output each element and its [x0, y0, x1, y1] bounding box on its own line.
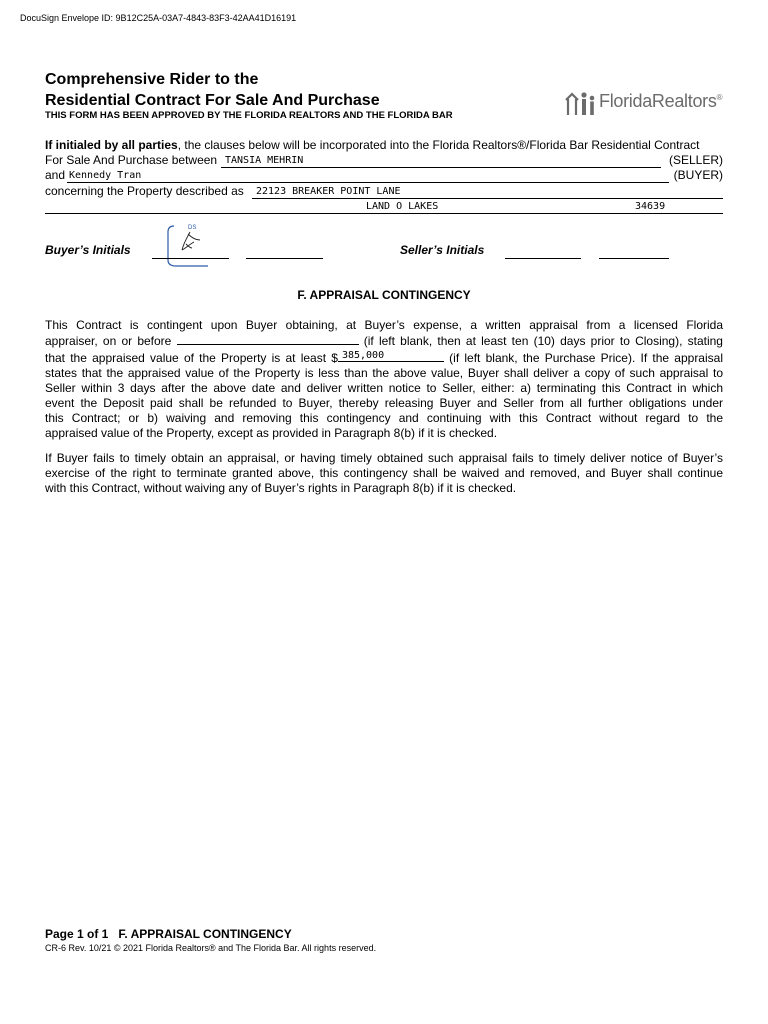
ds-tag: DS	[188, 225, 197, 231]
seller-initials-line-2[interactable]	[599, 257, 669, 259]
intro-line-1: If initialed by all parties, the clauses below will be incorporated into the Florida Realtors®/Florida Bar Residential Contract	[45, 138, 700, 152]
seller-label: (SELLER)	[668, 153, 723, 167]
docusign-envelope-id: DocuSign Envelope ID: 9B12C25A-03A7-4843-83F3-42AA41D16191	[20, 13, 297, 23]
seller-initials-line-1[interactable]	[505, 257, 581, 259]
buyer-initials-label: Buyer’s Initials	[45, 243, 131, 257]
appraisal-date-field[interactable]	[177, 333, 359, 345]
property-address-field[interactable]: 22123 BREAKER POINT LANE	[252, 184, 723, 199]
florida-realtors-logo	[563, 88, 733, 118]
logo-wordmark: FloridaRealtors®	[599, 91, 723, 111]
appraisal-value-field[interactable]: 385,000	[338, 349, 444, 362]
realtors-people-icon	[563, 88, 597, 118]
seller-name-field[interactable]: TANSIA MEHRIN	[221, 153, 661, 168]
buyer-name-field[interactable]: Kennedy Tran	[67, 168, 669, 183]
buyer-row: and Kennedy Tran (BUYER)	[45, 168, 723, 182]
appraisal-date-line: appraiser, on or before (if left blank, then at least ten (10) days prior to Closing), stating	[45, 334, 723, 348]
seller-row: For Sale And Purchase between TANSIA MEHRIN (SELLER)	[45, 153, 723, 167]
appraisal-value-line: that the appraised value of the Property is at least $ 385,000 (if left blank, the Purchase Price). If the appraisal	[45, 350, 723, 365]
footer-copyright: CR-6 Rev. 10/21 © 2021 Florida Realtors® and The Florida Bar. All rights reserved.	[45, 943, 377, 953]
buyer-initials-line-1[interactable]	[152, 257, 229, 259]
section-heading: F. APPRAISAL CONTINGENCY	[297, 288, 471, 302]
footer-page-info: Page 1 of 1 F. APPRAISAL CONTINGENCY	[45, 927, 292, 941]
buyer-label: (BUYER)	[673, 168, 723, 182]
buyer-initials-line-2[interactable]	[246, 257, 323, 259]
property-city-field[interactable]: LAND O LAKES 34639	[45, 199, 723, 214]
appraisal-paragraph-1: This Contract is contingent upon Buyer obtaining, at Buyer’s expense, a written appraisal from a licensed Florida appraiser, on or before (if left blank, then at least ten (10) days prior to Closing), stating that the appraised value of the Property is at least $ 385,000 (if left blank, the Purchase Price). If the appraisal states that the appraised value of the Property is less than the above value, Buyer shall deliver a copy of such appraisal to Seller within 3 days after the above date and deliver written notice to Seller, either: a) terminating this Contract in which event the Deposit paid shall be refunded to Buyer, thereby releasing Buyer and Seller from all further obligations under this Contract; or b) waiving and removing this contingency and continuing with this Contract without regard to the appraised value of the Property, except as provided in Paragraph 8(b) if it is checked.	[45, 318, 723, 440]
buyer-initials-signature[interactable]	[152, 222, 232, 270]
appraisal-paragraph-2: If Buyer fails to timely obtain an appraisal, or having timely obtained such appraisal fails to timely deliver notice of Buyer’s exercise of the right to terminate granted above, this contingency shall be waived and removed, and Buyer shall continue with this Contract, without waiving any of Buyer’s rights in Paragraph 8(b) if it is checked.	[45, 451, 723, 495]
form-title-line1: Comprehensive Rider to the	[45, 71, 259, 88]
approval-notice: THIS FORM HAS BEEN APPROVED BY THE FLORIDA REALTORS AND THE FLORIDA BAR	[45, 110, 453, 121]
property-row: concerning the Property described as 22123 BREAKER POINT LANE	[45, 184, 723, 199]
seller-initials-label: Seller’s Initials	[400, 243, 485, 257]
property-row-2	[45, 199, 723, 214]
form-title-line2: Residential Contract For Sale And Purchase	[45, 92, 380, 109]
